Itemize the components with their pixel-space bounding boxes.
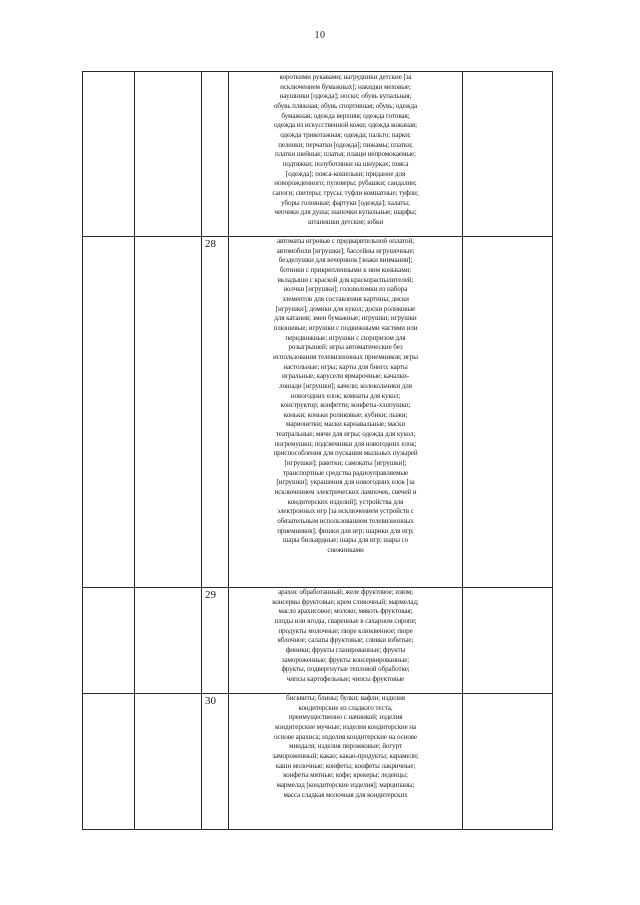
goods-list-line: продукты молочные; пюре клюквенное; пюре xyxy=(278,626,413,635)
goods-list-line: лошади [игрушки]; качели; колокольчики для xyxy=(279,381,412,390)
goods-list-line: бумажная; одежда верхняя; одежда готовая; xyxy=(281,111,410,120)
goods-list-line: арахис обработанный; желе фруктовое; изюм; xyxy=(277,588,414,596)
goods-list-line: исключением электрических лампочек, свечей и xyxy=(274,488,417,497)
goods-list-line: одежда из искусственной кожи; одежда кожаная; xyxy=(274,121,417,130)
empty-cell xyxy=(83,72,135,237)
goods-list-line: масса сладкая молочная для кондитерских xyxy=(283,790,408,799)
goods-list-line: розыгрышей; игры автоматические без xyxy=(288,343,403,352)
empty-cell xyxy=(463,72,553,237)
empty-cell xyxy=(463,694,553,830)
goods-list-line: плюшевые; игрушки с подвижными частями или xyxy=(273,323,418,332)
goods-list-line: обувь пляжная; обувь спортивная; обувь; одежда xyxy=(273,101,418,110)
goods-list-line: безделушки для вечеринок [знаки внимания]; xyxy=(278,256,413,265)
goods-list-line: мармелад [кондитерские изделия]; марципаны; xyxy=(276,780,415,789)
goods-list-line: новогодних елок; комнаты для кукол; xyxy=(290,391,401,400)
goods-list-line: приемников]; фишки для игр; шарики для игр; xyxy=(277,526,414,535)
goods-list-line: подтяжки; полуботинки на шнурках; пояса xyxy=(282,159,409,168)
goods-list-line: уборы головные; фартуки [одежда]; халаты; xyxy=(281,198,410,207)
goods-list-line: погремушки; подсвечники для новогодних елок; xyxy=(274,439,417,448)
goods-list-line: кондитерских изделий]; устройства для xyxy=(287,497,404,506)
goods-list-line: финики; фрукты глазированные; фрукты xyxy=(285,645,406,654)
goods-list-line: бисквиты; блины; булки; вафли; изделия xyxy=(286,694,405,702)
goods-list-line: кондитерские мучные; изделия кондитерские на xyxy=(274,722,417,731)
goods-list-cell xyxy=(229,72,463,237)
goods-list-line: кондитерские из сладкого теста, xyxy=(298,703,393,712)
goods-list-line: наушники [одежда]; носки; обувь купальная; xyxy=(279,92,412,101)
goods-list-line: платки шейные; платья; плащи непромокаемые; xyxy=(275,150,416,159)
goods-list-line: электронных игр [за исключением устройств с xyxy=(277,507,414,516)
goods-list-line: вкладыши с краской для краскораспылителей; xyxy=(277,275,414,284)
class-number-cell: 28 xyxy=(202,237,229,588)
goods-list-line: исключением бумажных]; накидки меховые; xyxy=(280,82,411,91)
goods-list-line: [игрушки]; домики для кукол; доски роликовые xyxy=(275,304,416,313)
empty-cell xyxy=(135,237,202,588)
goods-list-line: яблочное; салаты фруктовые; сливки взбитые; xyxy=(277,636,414,645)
goods-list-line: автоматы игровые с предварительной оплатой; xyxy=(276,237,415,245)
goods-list-line: чепчики для душа; шапочки купальные; шарфы; xyxy=(274,208,417,217)
table-row xyxy=(83,72,553,237)
goods-list-line: замороженные; фрукты консервированные; xyxy=(281,655,410,664)
goods-list-line: штанишки детские; юбки xyxy=(307,217,384,226)
goods-list-line: настольные; игры; карты для бинго; карты xyxy=(283,362,408,371)
goods-list-line: игральные; карусели ярмарочные; качалки- xyxy=(281,372,410,381)
goods-list-line: одежда трикотажная; одежда; пальто; парки; xyxy=(280,130,411,139)
goods-list-line: чипсы картофельные; чипсы фруктовые xyxy=(286,674,405,683)
table-row xyxy=(83,237,553,588)
empty-cell xyxy=(135,72,202,237)
goods-list-line: новорожденного; пуловеры; рубашки; сандалии; xyxy=(274,179,417,188)
goods-list-cell xyxy=(229,588,463,694)
goods-list-line: масло арахисовое; молоко; мякоть фруктовая; xyxy=(278,607,413,616)
goods-list-line: каши молочные; конфеты; конфеты лакричные; xyxy=(275,761,416,770)
goods-list-line: для катания; змеи бумажные; игрушки; игрушки xyxy=(274,314,417,323)
goods-list-line: транспортные средства радиоуправляемые xyxy=(282,468,409,477)
empty-cell xyxy=(83,694,135,830)
goods-list-line: волчки [игрушки]; головоломки из набора xyxy=(283,285,408,294)
goods-list-line: пеленки; перчатки [одежда]; пижамы; платки; xyxy=(278,140,413,149)
goods-list-line: использования телевизионных приемников; игры xyxy=(273,352,418,361)
goods-list-line: консервы фруктовые; крем сливочный; мармелад; xyxy=(272,597,419,606)
goods-list-cell xyxy=(229,694,463,830)
goods-list-line: фрукты, подвергнутые тепловой обработке; xyxy=(281,665,410,674)
goods-list-line: сапоги; свитеры; трусы; туфли комнатные; туфли; xyxy=(272,188,419,197)
goods-list-line: основе арахиса; изделия кондитерские на основе xyxy=(273,732,418,741)
goods-list-line: шары бильярдные; шары для игр; шары со xyxy=(282,536,409,545)
goods-list-line: театральные; мячи для игры; одежда для кукол; xyxy=(275,430,416,439)
goods-list-line: миндаля; изделия пирожковые; йогурт xyxy=(289,742,402,751)
goods-list-line: короткими рукавами; нагрудники детские [за xyxy=(279,73,412,81)
goods-list-line: плоды или ягоды, сваренные в сахарном сиропе; xyxy=(274,616,417,625)
table-row xyxy=(83,694,553,830)
empty-cell xyxy=(135,694,202,830)
class-number-cell xyxy=(202,72,229,237)
goods-list-line: передвижные; игрушки с сюрпризом для xyxy=(285,333,406,342)
goods-list-line: обязательным использованием телевизионных xyxy=(277,517,414,526)
goods-list-line: конфеты мятные; кофе; крекеры; леденцы; xyxy=(283,771,408,780)
goods-list-line: конструктор; конфетти; конфеты-хлопушки; xyxy=(280,401,411,410)
goods-list-line: [игрушки]; ракетки; самокаты [игрушки]; xyxy=(284,459,407,468)
empty-cell xyxy=(135,588,202,694)
class-number-cell: 29 xyxy=(202,588,229,694)
empty-cell xyxy=(83,588,135,694)
goods-list-line: [игрушки]; украшения для новогодних елок [за xyxy=(276,478,415,487)
goods-list-line: автомобили [игрушки]; бассейны игрушечные; xyxy=(276,246,415,255)
goods-list-line: коньки; коньки роликовые; кубики; лыжи; xyxy=(283,410,408,419)
goods-list-line: элементов для составления картины; диски xyxy=(282,294,409,303)
goods-list-cell xyxy=(229,237,463,588)
goods-list-line: [одежда]; пояса-кошельки; приданое для xyxy=(285,169,406,178)
goods-list-line: ботинки с прикрепленными к ним коньками; xyxy=(279,265,412,274)
table-row xyxy=(83,588,553,694)
goods-classification-table xyxy=(82,71,553,830)
goods-list-line: приспособления для пускания мыльных пузырей xyxy=(273,449,418,458)
empty-cell xyxy=(83,237,135,588)
goods-list-line: снежинками xyxy=(327,546,364,554)
goods-list-line: замороженный; какао; какао-продукты; карамели; xyxy=(272,751,419,760)
page-number: 10 xyxy=(314,30,326,41)
goods-list-line: марионетки; маски карнавальные; маски xyxy=(285,420,406,429)
class-number-cell: 30 xyxy=(202,694,229,830)
goods-list-line: преимущественно с начинкой; изделия xyxy=(288,713,403,722)
empty-cell xyxy=(463,237,553,588)
empty-cell xyxy=(463,588,553,694)
